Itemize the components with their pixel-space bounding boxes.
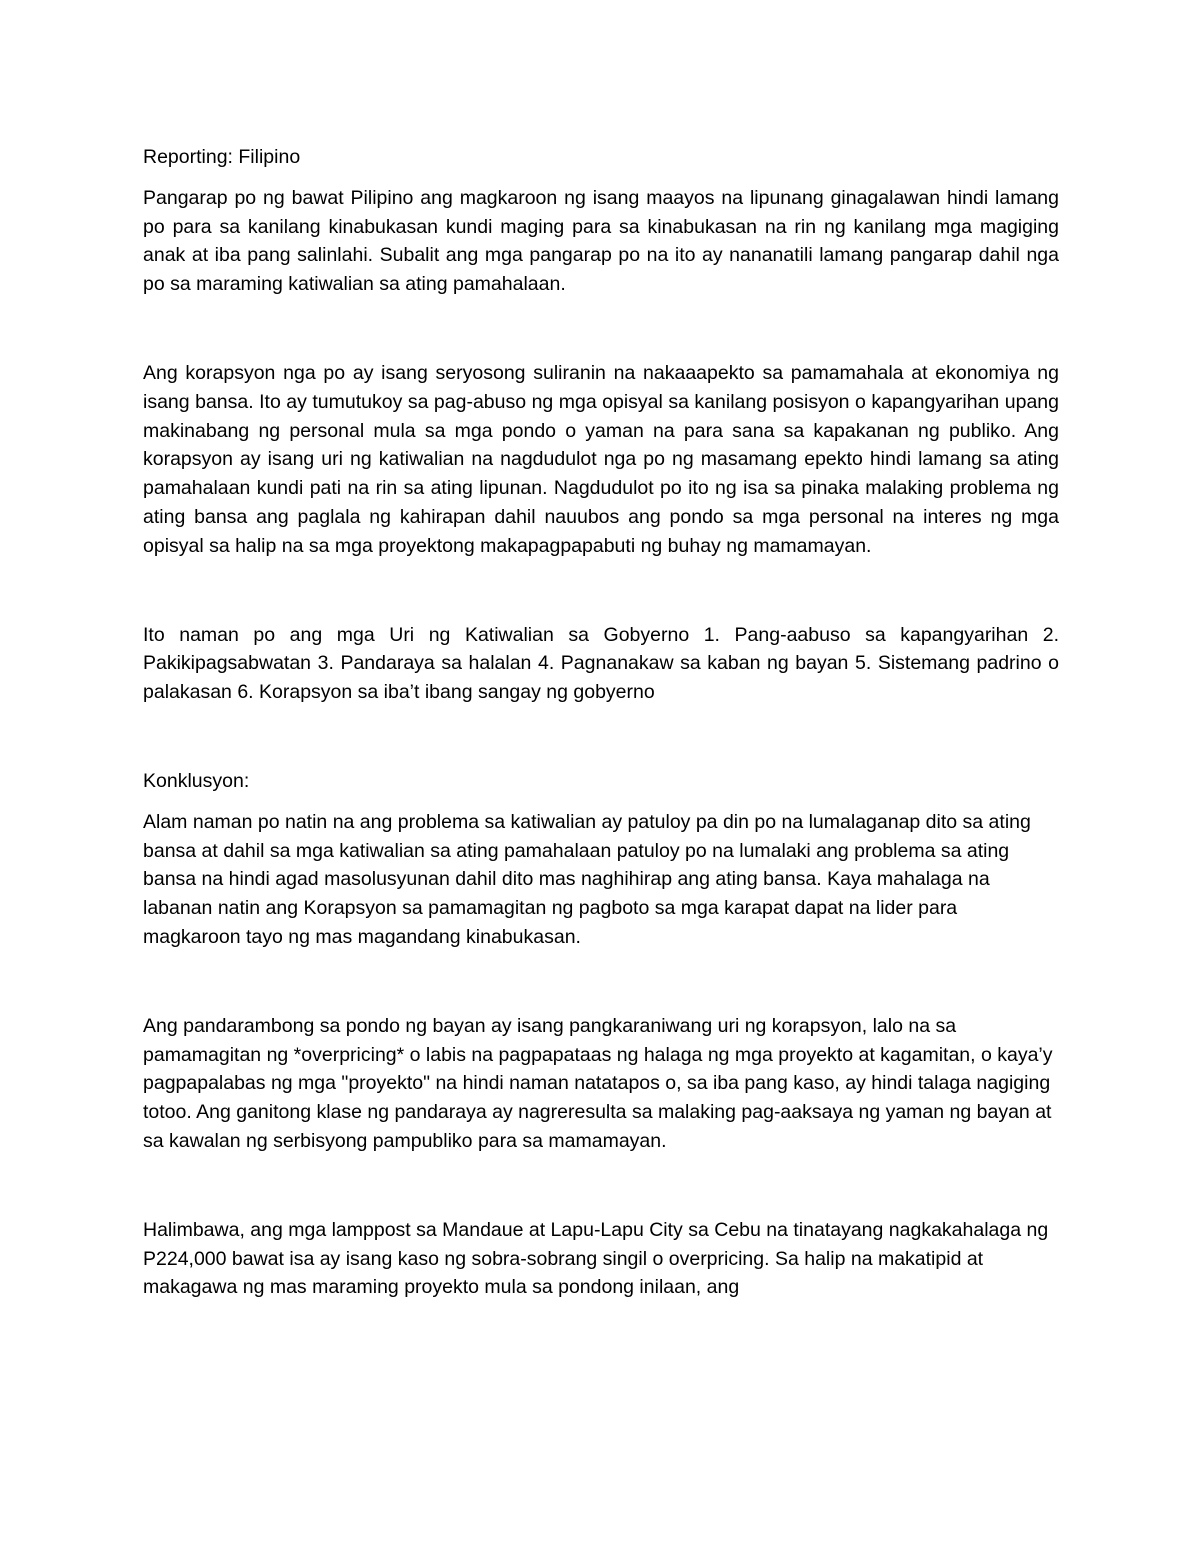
document-title: Reporting: Filipino: [143, 146, 301, 168]
paragraph-pandarambong: Ang pandarambong sa pondo ng bayan ay isang pangkaraniwang uri ng korapsyon, lalo na sa pamamagitan ng *overpricing* o labis na pagpapataas ng halaga ng mga proyekto at kagamitan, o kaya’y pagpapalabas ng mga "proyekto" na hindi naman natatapos o, sa iba pang kaso, ay hindi talaga nagiging totoo. Ang ganitong klase ng pandaraya ay nagreresulta sa malaking pag-aaksaya ng yaman ng bayan at sa kawalan ng serbisyong pampubliko para sa mamamayan.: [143, 1014, 1053, 1152]
paragraph-intro: Pangarap po ng bawat Pilipino ang magkaroon ng isang maayos na lipunang ginagalawan hindi lamang po para sa kanilang kinabukasan kundi maging para sa kinabukasan na rin ng kanilang mga magiging anak at iba pang salinlahi. Subalit ang mga pangarap po na ito ay nananatili lamang pangarap dahil nga po sa maraming katiwalian sa ating pamahalaan.: [143, 186, 1059, 296]
document-body: [143, 143, 1059, 1302]
paragraph-halimbawa: Halimbawa, ang mga lamppost sa Mandaue at Lapu-Lapu City sa Cebu na tinatayang nagkakahalaga ng P224,000 bawat isa ay isang kaso ng sobra-sobrang singil o overpricing. Sa halip na makatipid at makagawa ng mas maraming proyekto mula sa pondong inilaan, ang: [143, 1218, 1049, 1299]
paragraph-korapsyon: Ang korapsyon nga po ay isang seryosong suliranin na nakaaapekto sa pamamahala at ekonomiya ng isang bansa. Ito ay tumutukoy sa pag-abuso ng mga opisyal sa kanilang posisyon o kapangyarihan upang makinabang ng personal mula sa mga pondo o yaman na para sana sa kapakanan ng publiko. Ang korapsyon ay isang uri ng katiwalian na nagdudulot nga po ng masamang epekto hindi lamang sa ating pamahalaan kundi pati na rin sa ating lipunan. Nagdudulot po ito ng isa sa pinaka malaking problema ng ating bansa ang paglala ng kahirapan dahil nauubos ang pondo sa mga personal na interes ng mga opisyal sa halip na sa mga proyektong makapagpapabuti ng buhay ng mamamayan.: [143, 361, 1059, 557]
conclusion-heading: Konklusyon:: [143, 769, 250, 792]
paragraph-conclusion: Alam naman po natin na ang problema sa katiwalian ay patuloy pa din po na lumalaganap dito sa ating bansa at dahil sa mga katiwalian sa ating pamahalaan patuloy po na lumalaki ang problema sa ating bansa na hindi agad masolusyunan dahil dito mas naghihirap ang ating bansa. Kaya mahalaga na labanan natin ang Korapsyon sa pamamagitan ng pagboto sa mga karapat dapat na lider para magkaroon tayo ng mas magandang kinabukasan.: [143, 810, 1031, 948]
paragraph-uri-ng-katiwalian: Ito naman po ang mga Uri ng Katiwalian sa Gobyerno 1. Pang-aabuso sa kapangyarihan 2. Pakikipagsabwatan 3. Pandaraya sa halalan 4. Pagnanakaw sa kaban ng bayan 5. Sistemang padrino o palakasan 6. Korapsyon sa iba’t ibang sangay ng gobyerno: [143, 623, 1059, 704]
